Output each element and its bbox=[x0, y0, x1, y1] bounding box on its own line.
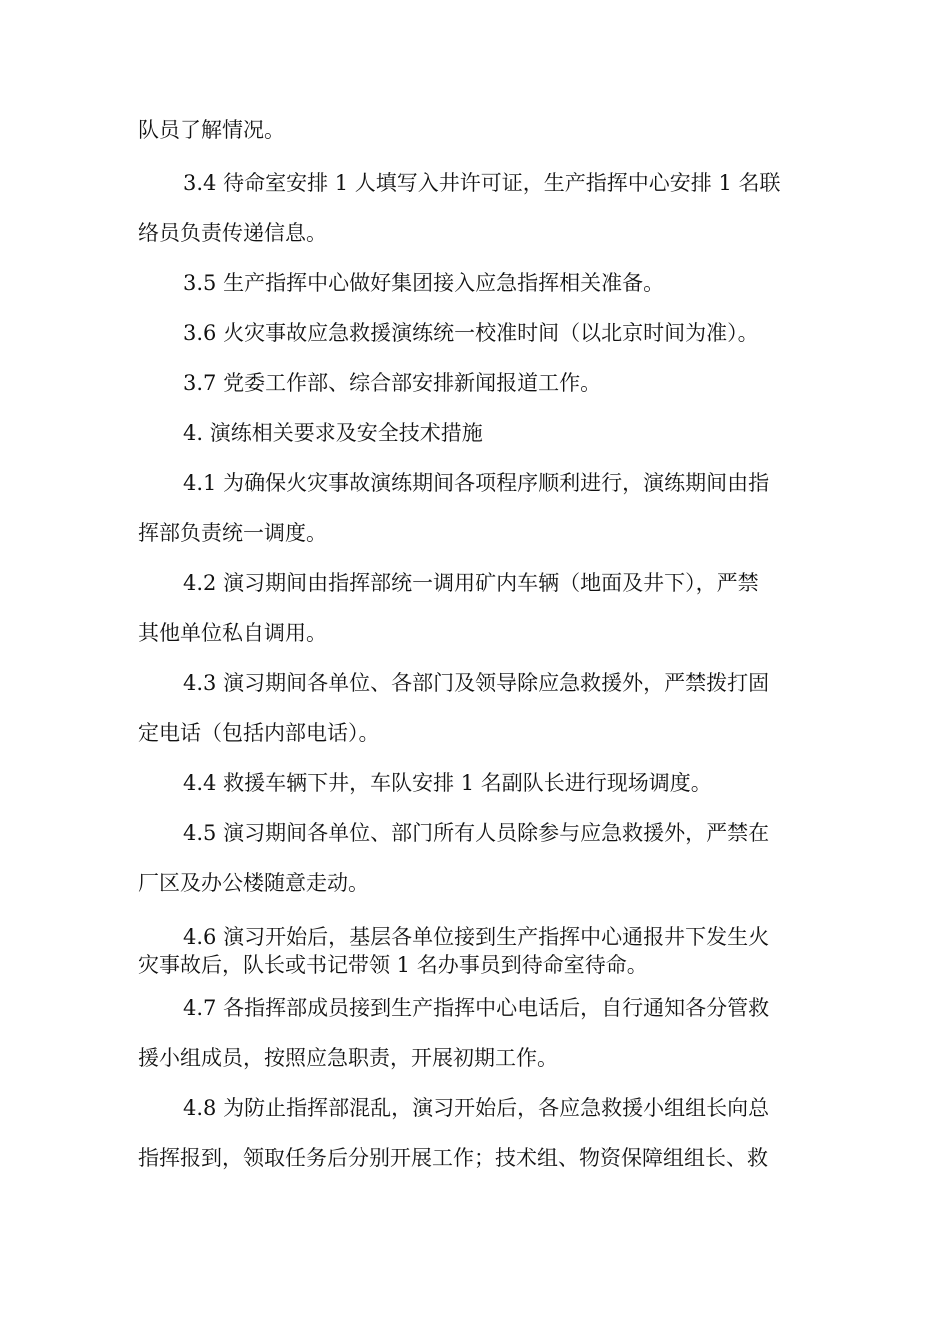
section-heading: 4. 演练相关要求及安全技术措施 bbox=[183, 421, 483, 445]
text-line: 其他单位私自调用。 bbox=[138, 621, 327, 645]
text-line: 灾事故后，队长或书记带领 1 名办事员到待命室待命。 bbox=[138, 953, 648, 977]
text-line: 4.5 演习期间各单位、部门所有人员除参与应急救援外，严禁在 bbox=[183, 821, 770, 845]
text-line: 3.4 待命室安排 1 人填写入井许可证，生产指挥中心安排 1 名联 bbox=[183, 171, 781, 195]
text-line: 3.6 火灾事故应急救援演练统一校准时间（以北京时间为准）。 bbox=[183, 321, 759, 345]
text-line: 3.7 党委工作部、综合部安排新闻报道工作。 bbox=[183, 371, 602, 395]
text-line: 定电话（包括内部电话）。 bbox=[138, 721, 380, 745]
text-line: 4.6 演习开始后，基层各单位接到生产指挥中心通报井下发生火 bbox=[183, 925, 770, 949]
text-line: 队员了解情况。 bbox=[138, 118, 285, 142]
text-line: 挥部负责统一调度。 bbox=[138, 521, 327, 545]
text-line: 4.7 各指挥部成员接到生产指挥中心电话后，自行通知各分管救 bbox=[183, 996, 770, 1020]
text-line: 4.2 演习期间由指挥部统一调用矿内车辆（地面及井下），严禁 bbox=[183, 571, 759, 595]
text-line: 4.3 演习期间各单位、各部门及领导除应急救援外，严禁拨打固 bbox=[183, 671, 770, 695]
text-line: 指挥报到，领取任务后分别开展工作；技术组、物资保障组组长、救 bbox=[138, 1146, 768, 1170]
text-line: 4.1 为确保火灾事故演练期间各项程序顺利进行，演练期间由指 bbox=[183, 471, 770, 495]
text-line: 4.4 救援车辆下井，车队安排 1 名副队长进行现场调度。 bbox=[183, 771, 712, 795]
text-line: 援小组成员，按照应急职责，开展初期工作。 bbox=[138, 1046, 558, 1070]
text-line: 厂区及办公楼随意走动。 bbox=[138, 871, 369, 895]
text-line: 3.5 生产指挥中心做好集团接入应急指挥相关准备。 bbox=[183, 271, 665, 295]
text-line: 4.8 为防止指挥部混乱，演习开始后，各应急救援小组组长向总 bbox=[183, 1096, 770, 1120]
text-line: 络员负责传递信息。 bbox=[138, 221, 327, 245]
